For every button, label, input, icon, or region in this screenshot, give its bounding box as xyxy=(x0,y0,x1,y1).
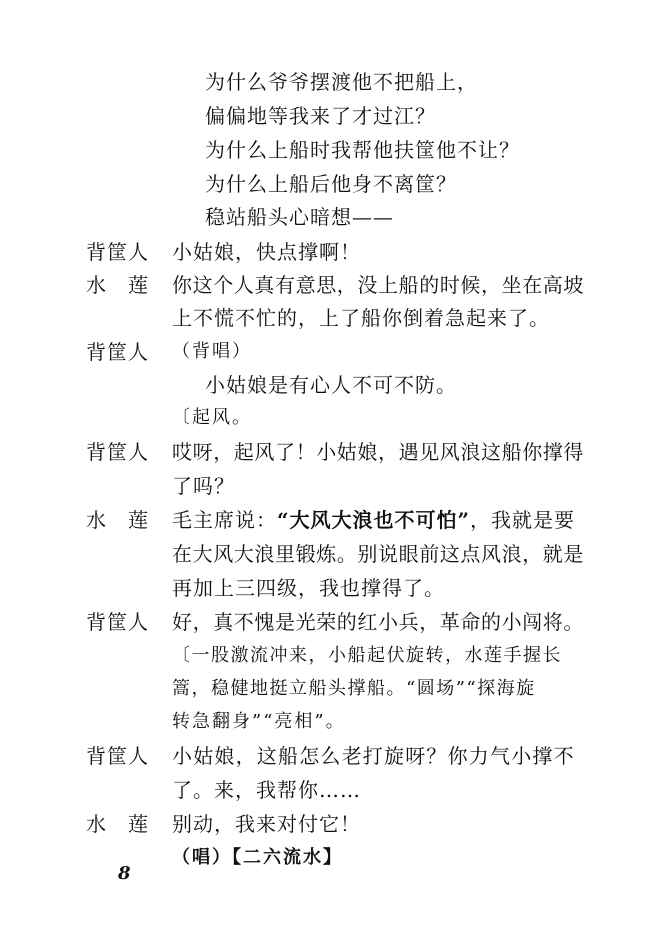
dialogue-line xyxy=(172,273,584,297)
stage-direction: 篙，稳健地挺立船头撑船。“圆场”“探海旋 xyxy=(172,678,536,699)
stage-direction: （背唱） xyxy=(172,341,252,362)
dialogue-line: 了。来，我帮你…… xyxy=(172,778,361,802)
dialogue-line: 在大风大浪里锻炼。别说眼前这点风浪，就是 xyxy=(172,542,584,566)
lyric-line: 为什么上船后他身不离筐？ xyxy=(205,172,457,196)
dialogue-line: 小姑娘，这船怎么老打旋呀？你力气小撑不 xyxy=(172,744,575,768)
stage-direction: 〔一股激流冲来，小船起伏旋转，水莲手握长 xyxy=(172,645,562,666)
dialogue-text: ，我就是要 xyxy=(470,508,576,532)
dialogue-line xyxy=(172,508,575,532)
speaker-name: 背筐人 xyxy=(86,744,149,768)
dialogue-line: 哎呀，起风了！小姑娘，遇见风浪这船你撑得 xyxy=(172,440,584,464)
lyric-line: 偏偏地等我来了才过江？ xyxy=(205,104,436,128)
dialogue-line: 别动，我来对付它！ xyxy=(172,812,361,836)
speaker-name: 背筐人 xyxy=(86,240,149,264)
lyric-line: 稳站船头心暗想—— xyxy=(205,205,394,229)
lyric-line: 为什么爷爷摆渡他不把船上， xyxy=(205,70,478,94)
speaker-name: 水 莲 xyxy=(86,812,149,836)
dialogue-line: 小姑娘，快点撑啊！ xyxy=(172,240,361,264)
dialogue-text: 你这个人真有意思，没上船的时候，坐在高坡 xyxy=(172,273,584,297)
dialogue-text: 毛主席说： xyxy=(172,508,277,532)
stage-direction: 〔起风。 xyxy=(172,407,252,428)
speaker-name: 背筐人 xyxy=(86,440,149,464)
lyric-line: 小姑娘是有心人不可不防。 xyxy=(205,373,457,397)
stage-direction: （唱）【二六流水】 xyxy=(172,847,343,868)
speaker-name: 水 莲 xyxy=(86,508,149,532)
stage-direction: 转急翻身”“亮相”。 xyxy=(172,711,346,732)
page-number: 8 xyxy=(118,863,131,884)
dialogue-line: 上不慌不忙的，上了船你倒着急起来了。 xyxy=(172,306,550,330)
speaker-name: 背筐人 xyxy=(86,610,149,634)
speaker-name: 背筐人 xyxy=(86,340,149,364)
quote-text: “大风大浪也不可怕” xyxy=(277,508,471,532)
dialogue-line: 了吗？ xyxy=(172,474,235,498)
dialogue-line: 好，真不愧是光荣的红小兵，革命的小闯将。 xyxy=(172,610,584,634)
lyric-line: 为什么上船时我帮他扶筐他不让？ xyxy=(205,138,520,162)
speaker-name: 水 莲 xyxy=(86,273,149,297)
dialogue-line: 再加上三四级，我也撑得了。 xyxy=(172,576,445,600)
